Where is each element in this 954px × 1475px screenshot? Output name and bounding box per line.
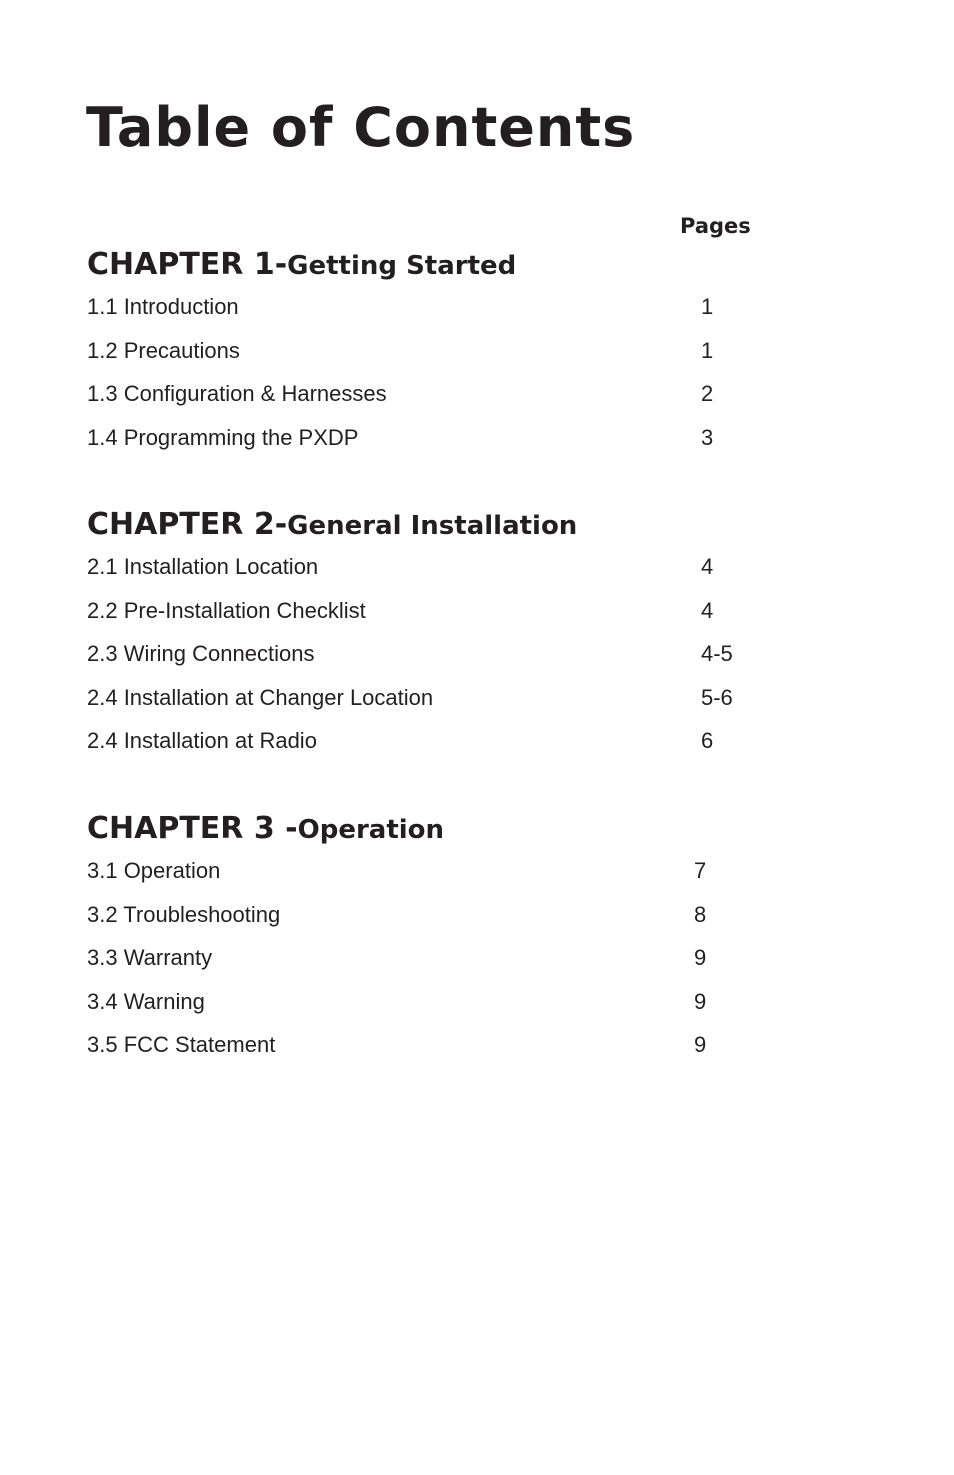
toc-entry[interactable] xyxy=(87,329,887,373)
toc-entry-title: 2.4 Installation at Radio xyxy=(87,728,317,753)
toc-entry-title: 3.4 Warning xyxy=(87,988,205,1014)
chapter-1-section xyxy=(87,245,887,459)
toc-entry-title: 2.1 Installation Location xyxy=(87,554,319,579)
chapter-2-name: General Installation xyxy=(287,511,578,541)
toc-entry-title: 2.2 Pre-Installation Checklist xyxy=(87,597,366,623)
chapter-1-name: Getting Started xyxy=(287,251,517,281)
toc-entry[interactable] xyxy=(87,936,887,980)
chapter-3-section xyxy=(87,809,887,1067)
toc-entry[interactable] xyxy=(87,589,887,633)
toc-entry-page: 8 xyxy=(694,901,707,927)
toc-entry[interactable] xyxy=(87,980,887,1024)
toc-entry[interactable] xyxy=(87,285,887,329)
toc-entry-page: 4-5 xyxy=(701,641,733,666)
pages-column-header: Pages xyxy=(680,214,751,238)
toc-entry-title: 3.3 Warranty xyxy=(87,945,213,970)
toc-entry-title: 3.2 Troubleshooting xyxy=(87,901,281,927)
toc-entry-page: 6 xyxy=(701,728,714,753)
toc-entry[interactable] xyxy=(87,676,887,720)
toc-entry-page: 2 xyxy=(701,381,714,406)
toc-entry[interactable] xyxy=(87,719,887,763)
toc-entry-page: 9 xyxy=(694,1032,707,1057)
toc-entry-title: 1.3 Configuration & Harnesses xyxy=(87,381,387,406)
toc-entry-title: 1.4 Programming the PXDP xyxy=(87,424,359,450)
toc-entry-title: 2.3 Wiring Connections xyxy=(87,641,315,666)
toc-entry-title: 1.2 Precautions xyxy=(87,337,240,363)
toc-entry-title: 1.1 Introduction xyxy=(87,294,239,319)
chapter-1-prefix: CHAPTER 1- xyxy=(87,247,288,282)
toc-entry-page: 5-6 xyxy=(701,684,733,710)
toc-entry-page: 4 xyxy=(701,597,714,623)
toc-entry[interactable] xyxy=(87,372,887,416)
toc-entry[interactable] xyxy=(87,416,887,460)
toc-entry[interactable] xyxy=(87,1023,887,1067)
toc-entry[interactable] xyxy=(87,632,887,676)
chapter-2-heading xyxy=(87,505,887,545)
toc-entry-page: 4 xyxy=(701,554,714,579)
toc-entry-page: 7 xyxy=(694,858,707,883)
chapter-3-prefix: CHAPTER 3 - xyxy=(87,811,298,846)
toc-entry-page: 1 xyxy=(701,337,714,363)
toc-entry-page: 9 xyxy=(694,988,707,1014)
chapter-2-prefix: CHAPTER 2- xyxy=(87,507,288,542)
toc-entry-page: 1 xyxy=(701,294,714,319)
toc-entry[interactable] xyxy=(87,849,887,893)
toc-entry-title: 3.1 Operation xyxy=(87,858,221,883)
chapter-3-name: Operation xyxy=(297,815,445,845)
toc-entry-page: 3 xyxy=(701,424,714,450)
chapter-1-heading xyxy=(87,245,887,285)
toc-entry-title: 2.4 Installation at Changer Location xyxy=(87,684,434,710)
toc-entry[interactable] xyxy=(87,893,887,937)
toc-entry[interactable] xyxy=(87,545,887,589)
chapter-2-section xyxy=(87,505,887,763)
toc-entry-title: 3.5 FCC Statement xyxy=(87,1032,276,1057)
toc-entry-page: 9 xyxy=(694,945,707,970)
page-title: Table of Contents xyxy=(86,96,636,159)
chapter-3-heading xyxy=(87,809,887,849)
